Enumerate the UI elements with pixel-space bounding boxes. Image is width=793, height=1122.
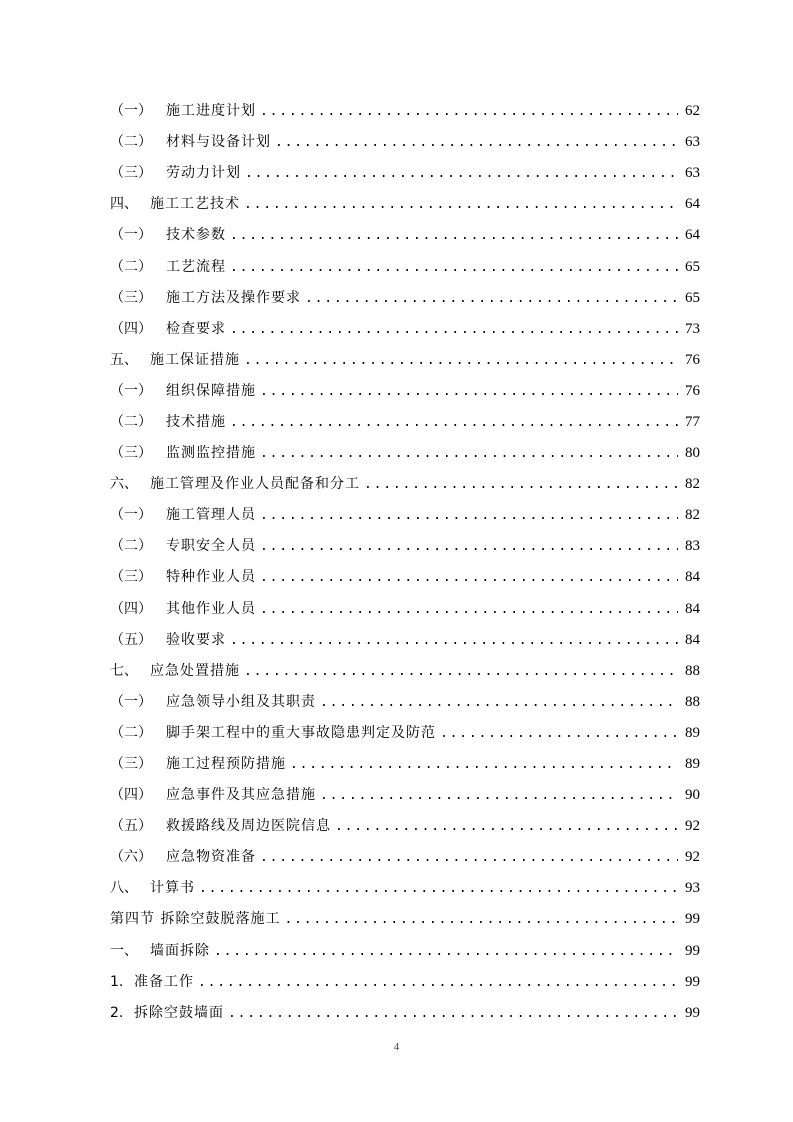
- toc-entry-title: 准备工作: [134, 973, 194, 990]
- toc-entry-marker: （二）: [110, 724, 152, 741]
- toc-entry-page: 73: [685, 320, 700, 337]
- toc-entry[interactable]: [110, 904, 700, 935]
- toc-entry-title: 检查要求: [166, 320, 226, 337]
- toc-entry-page: 84: [685, 631, 700, 648]
- toc-entry-title: 施工进度计划: [166, 103, 256, 120]
- toc-entry-marker: 一、: [110, 942, 138, 959]
- toc-entry[interactable]: [110, 376, 700, 407]
- toc-entry-page: 89: [685, 724, 700, 741]
- toc-entry-title: 计算书: [150, 880, 195, 897]
- toc-dot-leader: [199, 873, 678, 904]
- toc-entry-page: 62: [685, 103, 700, 120]
- toc-entry-page: 65: [685, 258, 700, 275]
- toc-entry[interactable]: [110, 594, 700, 625]
- toc-entry-marker: 六、: [110, 476, 138, 493]
- toc-entry-page: 84: [685, 569, 700, 586]
- toc-entry[interactable]: [110, 842, 700, 873]
- toc-entry[interactable]: [110, 283, 700, 314]
- toc-dot-leader: [320, 687, 678, 718]
- toc-entry-title: 脚手架工程中的重大事故隐患判定及防范: [166, 724, 436, 741]
- toc-dot-leader: [244, 189, 678, 220]
- toc-entry-page: 90: [685, 787, 700, 804]
- toc-entry-title: 验收要求: [166, 631, 226, 648]
- toc-entry-page: 83: [685, 538, 700, 555]
- toc-dot-leader: [364, 469, 678, 500]
- toc-entry[interactable]: [110, 873, 700, 904]
- toc-entry-marker: 八、: [110, 880, 138, 897]
- toc-entry-title: 施工管理人员: [166, 507, 256, 524]
- toc-entry-title: 其他作业人员: [166, 600, 256, 617]
- toc-entry[interactable]: [110, 500, 700, 531]
- toc-entry-page: 89: [685, 756, 700, 773]
- toc-dot-leader: [305, 283, 678, 314]
- toc-entry-page: 76: [685, 382, 700, 399]
- toc-entry-title: 施工保证措施: [150, 351, 240, 368]
- toc-entry-marker: （五）: [110, 631, 152, 648]
- toc-entry-page: 99: [685, 911, 700, 928]
- toc-dot-leader: [198, 967, 678, 998]
- toc-entry-title: 工艺流程: [166, 258, 226, 275]
- toc-dot-leader: [260, 500, 678, 531]
- toc-entry-marker: （一）: [110, 507, 152, 524]
- toc-entry-page: 88: [685, 693, 700, 710]
- toc-dot-leader: [260, 842, 678, 873]
- toc-dot-leader: [260, 96, 678, 127]
- toc-entry[interactable]: [110, 811, 700, 842]
- toc-entry-marker: （一）: [110, 103, 152, 120]
- toc-dot-leader: [245, 158, 678, 189]
- toc-entry-marker: 1.: [110, 973, 124, 990]
- toc-entry[interactable]: [110, 780, 700, 811]
- toc-entry-title: 组织保障措施: [166, 382, 256, 399]
- toc-dot-leader: [230, 314, 678, 345]
- toc-entry-marker: （一）: [110, 382, 152, 399]
- toc-entry[interactable]: [110, 314, 700, 345]
- toc-entry-page: 99: [685, 973, 700, 990]
- toc-dot-leader: [275, 127, 678, 158]
- toc-entry-title: 专职安全人员: [166, 538, 256, 555]
- toc-dot-leader: [335, 811, 678, 842]
- toc-entry-marker: （三）: [110, 756, 152, 773]
- toc-entry[interactable]: [110, 96, 700, 127]
- toc-entry-page: 99: [685, 942, 700, 959]
- toc-entry-page: 64: [685, 196, 700, 213]
- toc-entry-marker: （四）: [110, 320, 152, 337]
- toc-entry-marker: （三）: [110, 569, 152, 586]
- toc-dot-leader: [214, 936, 678, 967]
- toc-entry-title: 应急领导小组及其职责: [166, 693, 316, 710]
- toc-entry[interactable]: [110, 998, 700, 1029]
- toc-entry-marker: （二）: [110, 413, 152, 430]
- toc-entry[interactable]: [110, 345, 700, 376]
- toc-dot-leader: [260, 376, 678, 407]
- toc-entry-page: 99: [685, 1004, 700, 1021]
- toc-dot-leader: [230, 220, 678, 251]
- toc-entry-marker: （一）: [110, 227, 152, 244]
- toc-entry-title: 应急事件及其应急措施: [166, 787, 316, 804]
- toc-entry-title: 施工过程预防措施: [166, 756, 286, 773]
- toc-entry-marker: （二）: [110, 258, 152, 275]
- page-number: 4: [393, 1041, 400, 1053]
- toc-entry[interactable]: [110, 438, 700, 469]
- toc-entry-marker: （一）: [110, 693, 152, 710]
- toc-entry-marker: 七、: [110, 662, 138, 679]
- toc-dot-leader: [230, 625, 678, 656]
- toc-entry-marker: （四）: [110, 600, 152, 617]
- toc-entry-marker: （二）: [110, 538, 152, 555]
- toc-entry-title: 墙面拆除: [150, 942, 210, 959]
- toc-entry[interactable]: [110, 158, 700, 189]
- toc-entry-page: 63: [685, 165, 700, 182]
- toc-entry[interactable]: [110, 220, 700, 251]
- toc-entry-page: 82: [685, 507, 700, 524]
- toc-entry-page: 63: [685, 134, 700, 151]
- toc-entry[interactable]: [110, 562, 700, 593]
- toc-dot-leader: [284, 904, 678, 935]
- toc-entry-marker: （三）: [110, 289, 152, 306]
- toc-entry-marker: （三）: [110, 445, 152, 462]
- toc-entry-title: 技术措施: [166, 413, 226, 430]
- toc-entry-page: 84: [685, 600, 700, 617]
- toc-entry-marker: 四、: [110, 196, 138, 213]
- toc-entry-title: 劳动力计划: [166, 165, 241, 182]
- toc-entry-title: 技术参数: [166, 227, 226, 244]
- toc-entry[interactable]: [110, 189, 700, 220]
- toc-entry-page: 76: [685, 351, 700, 368]
- toc-entry[interactable]: [110, 531, 700, 562]
- table-of-contents: [110, 96, 700, 1029]
- toc-entry-title: 施工方法及操作要求: [166, 289, 301, 306]
- toc-dot-leader: [244, 656, 678, 687]
- toc-entry-title: 拆除空鼓墙面: [134, 1004, 224, 1021]
- toc-entry-marker: （三）: [110, 165, 152, 182]
- toc-dot-leader: [260, 594, 678, 625]
- toc-entry-page: 77: [685, 413, 700, 430]
- toc-entry[interactable]: [110, 718, 700, 749]
- toc-entry-page: 92: [685, 818, 700, 835]
- toc-entry[interactable]: [110, 656, 700, 687]
- toc-dot-leader: [244, 345, 678, 376]
- toc-entry-page: 93: [685, 880, 700, 897]
- toc-entry-page: 64: [685, 227, 700, 244]
- toc-dot-leader: [230, 407, 678, 438]
- toc-dot-leader: [320, 780, 678, 811]
- toc-entry[interactable]: [110, 407, 700, 438]
- toc-entry-title: 监测监控措施: [166, 445, 256, 462]
- toc-entry-title: 施工工艺技术: [150, 196, 240, 213]
- toc-entry-marker: （六）: [110, 849, 152, 866]
- toc-entry-title: 特种作业人员: [166, 569, 256, 586]
- toc-entry-title: 施工管理及作业人员配备和分工: [150, 476, 360, 493]
- toc-entry-title: 救援路线及周边医院信息: [166, 818, 331, 835]
- toc-entry[interactable]: [110, 749, 700, 780]
- toc-entry-page: 80: [685, 445, 700, 462]
- toc-entry-page: 65: [685, 289, 700, 306]
- toc-dot-leader: [290, 749, 678, 780]
- toc-entry[interactable]: [110, 251, 700, 282]
- toc-entry-marker: 2.: [110, 1004, 124, 1021]
- toc-dot-leader: [230, 252, 678, 283]
- toc-entry-title: 应急物资准备: [166, 849, 256, 866]
- toc-entry-title: 材料与设备计划: [166, 134, 271, 151]
- toc-entry-marker: （五）: [110, 818, 152, 835]
- toc-dot-leader: [440, 718, 678, 749]
- toc-dot-leader: [228, 998, 678, 1029]
- toc-entry-page: 82: [685, 476, 700, 493]
- toc-entry-title: 应急处置措施: [150, 662, 240, 679]
- toc-entry[interactable]: [110, 687, 700, 718]
- toc-dot-leader: [260, 562, 678, 593]
- toc-entry[interactable]: [110, 936, 700, 967]
- toc-entry[interactable]: [110, 967, 700, 998]
- toc-entry-page: 92: [685, 849, 700, 866]
- toc-dot-leader: [260, 438, 678, 469]
- toc-entry[interactable]: [110, 625, 700, 656]
- toc-entry-marker: （四）: [110, 787, 152, 804]
- toc-entry-marker: 五、: [110, 351, 138, 368]
- toc-entry[interactable]: [110, 469, 700, 500]
- toc-dot-leader: [260, 531, 678, 562]
- toc-entry[interactable]: [110, 127, 700, 158]
- toc-entry-page: 88: [685, 662, 700, 679]
- toc-entry-title: 第四节 拆除空鼓脱落施工: [110, 911, 281, 928]
- toc-entry-marker: （二）: [110, 134, 152, 151]
